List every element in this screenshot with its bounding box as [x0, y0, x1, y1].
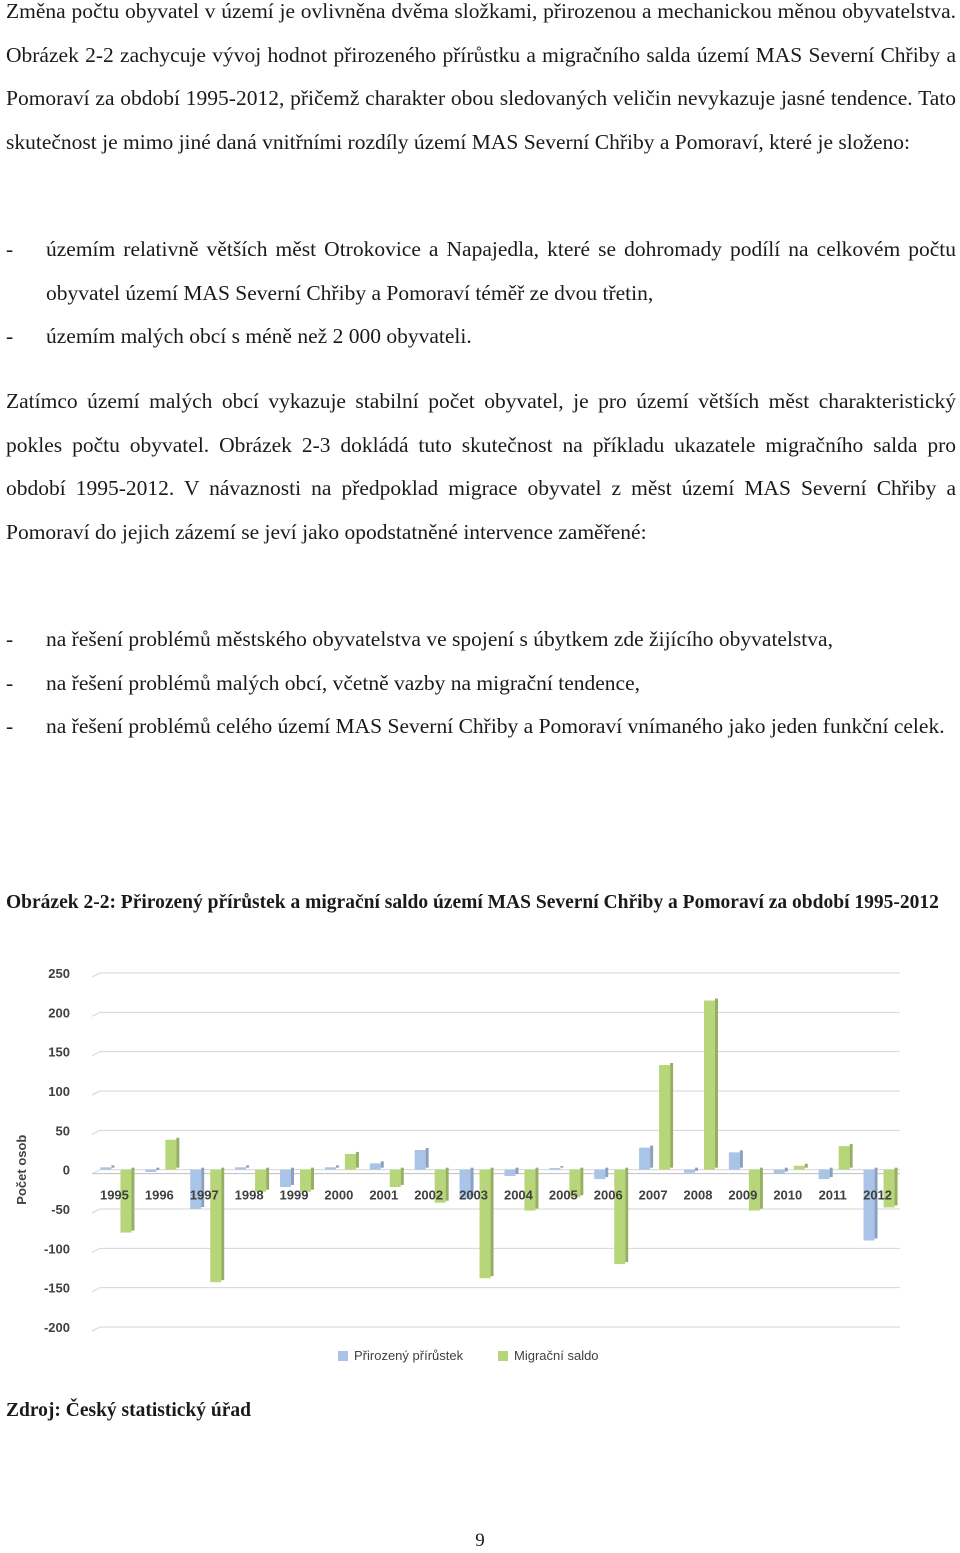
bar-side — [156, 1168, 159, 1170]
bar-natural-increase — [504, 1170, 515, 1176]
bar-side — [605, 1168, 608, 1177]
bar-side — [715, 999, 718, 1168]
bar-natural-increase — [370, 1163, 381, 1169]
y-axis-label: Počet osob — [14, 1134, 29, 1205]
y-tick-label: 50 — [55, 1123, 70, 1139]
bar-side — [830, 1168, 833, 1177]
legend-label: Přirozený přírůstek — [354, 1348, 464, 1363]
y-tick-label: -200 — [43, 1320, 70, 1335]
bar-side — [131, 1168, 134, 1231]
legend-swatch — [498, 1351, 508, 1361]
bar-migration-balance — [614, 1170, 625, 1264]
gridline — [92, 1012, 100, 1016]
figure-caption: Obrázek 2-2: Přirozený přírůstek a migrační saldo území MAS Severní Chřiby a Pomoraví za období 1995-2012 — [6, 892, 939, 913]
gridline — [92, 1248, 100, 1252]
bar-side — [805, 1164, 808, 1168]
x-tick-label: 1997 — [189, 1187, 219, 1203]
list-item — [6, 315, 956, 359]
x-tick-label: 1999 — [279, 1187, 309, 1203]
bar-side — [580, 1168, 583, 1196]
list-dash: - — [6, 627, 14, 651]
y-tick-label: 100 — [48, 1084, 70, 1099]
bar-natural-increase — [145, 1170, 156, 1172]
gridline — [92, 1091, 100, 1095]
bar-side — [336, 1165, 339, 1167]
gridline — [92, 1052, 100, 1056]
gridline — [92, 1170, 100, 1174]
x-tick-label: 2009 — [728, 1187, 758, 1203]
list-dash: - — [6, 670, 14, 695]
y-tick-label: -50 — [51, 1202, 70, 1217]
list-dash: - — [6, 714, 14, 738]
x-tick-label: 2008 — [683, 1187, 713, 1203]
bar-natural-increase — [415, 1150, 426, 1170]
list-item-text: územím relativně větších měst Otrokovice a Napajedla, které se dohromady podílí na celkovém počtu obyvatel území MAS Severní Chřiby a Pomoraví téměř ze dvou třetin, — [46, 237, 956, 305]
bar-side — [356, 1152, 359, 1168]
bar-migration-balance — [480, 1170, 491, 1279]
bar-side — [491, 1168, 494, 1277]
bar-side — [670, 1063, 673, 1168]
list-item-text: na řešení problémů celého území MAS Severní Chřiby a Pomoraví vnímaného jako jeden funkční celek. — [46, 714, 945, 738]
bar-natural-increase — [594, 1170, 605, 1179]
bar-natural-increase — [639, 1148, 650, 1170]
bar-side — [895, 1168, 898, 1206]
list-item — [6, 705, 956, 749]
bar-natural-increase — [729, 1152, 740, 1169]
y-tick-label: 200 — [48, 1005, 70, 1021]
list-dash: - — [6, 324, 14, 348]
list-item-text: územím malých obcí s méně než 2 000 obyvateli. — [46, 324, 472, 348]
bar-side — [535, 1168, 538, 1209]
list-item — [6, 662, 956, 706]
list-item — [6, 228, 956, 315]
bar-natural-increase — [774, 1170, 785, 1174]
x-tick-label: 2000 — [324, 1187, 354, 1203]
y-tick-label: 0 — [62, 1162, 70, 1178]
bar-side — [176, 1138, 179, 1168]
gridline — [92, 973, 100, 977]
x-tick-label: 2011 — [818, 1187, 847, 1203]
paragraph-interventions: Zatímco území malých obcí vykazuje stabilní počet obyvatel, je pro území větších měst charakteristický pokles počtu obyvatel. Obrázek 2-3 dokládá tuto skutečnost na příkladu ukazatele migračního salda pro období 1995-2012. V návaznosti na předpoklad migrace obyvatel z měst území MAS Severní Chřiby a Pomoraví do jejich zázemí se jeví jako opodstatněné intervence zaměřené: — [6, 389, 956, 544]
legend-label: Migrační saldo — [514, 1348, 599, 1363]
gridline — [92, 1209, 100, 1213]
x-tick-label: 2006 — [593, 1187, 623, 1203]
x-tick-label: 1998 — [234, 1187, 264, 1203]
list-item-text: na řešení problémů městského obyvatelstva ve spojení s úbytkem zde žijícího obyvatelstva, — [46, 627, 833, 651]
x-tick-label: 2002 — [414, 1187, 444, 1203]
source-note: Zdroj: Český statistický úřad — [6, 1400, 252, 1421]
bar-migration-balance — [210, 1170, 221, 1282]
population-chart — [0, 955, 960, 1385]
x-tick-label: 2012 — [863, 1187, 893, 1203]
bar-natural-increase — [325, 1167, 336, 1169]
y-tick-label: -100 — [43, 1241, 70, 1257]
list-territory-composition — [6, 228, 956, 359]
y-tick-label: -150 — [43, 1280, 70, 1296]
x-tick-label: 1995 — [99, 1187, 129, 1203]
bar-migration-balance — [839, 1146, 850, 1170]
bar-side — [111, 1165, 114, 1167]
bar-migration-balance — [794, 1166, 805, 1170]
bar-migration-balance — [345, 1154, 356, 1170]
list-item — [6, 618, 956, 662]
page-number: 9 — [475, 1530, 485, 1551]
bar-natural-increase — [280, 1170, 291, 1187]
x-tick-label: 1996 — [144, 1187, 174, 1203]
legend-swatch — [338, 1351, 348, 1361]
bar-side — [426, 1148, 429, 1168]
bar-side — [401, 1168, 404, 1185]
x-tick-label: 2010 — [773, 1187, 803, 1203]
gridline — [92, 1288, 100, 1292]
gridline — [92, 1327, 100, 1331]
y-tick-label: 250 — [48, 966, 70, 981]
list-dash: - — [6, 237, 14, 261]
x-tick-label: 2003 — [459, 1187, 489, 1203]
list-interventions — [6, 618, 956, 749]
bar-side — [740, 1150, 743, 1167]
x-tick-label: 2005 — [548, 1187, 578, 1203]
bar-side — [695, 1168, 698, 1171]
bar-side — [221, 1168, 224, 1280]
paragraph-population-change: Změna počtu obyvatel v území je ovlivněna dvěma složkami, přirozenou a mechanickou měnou obyvatelstva. Obrázek 2-2 zachycuje vývoj hodnot přirozeného přírůstku a migračního salda území MAS Severní Chřiby a Pomoraví za období 1995-2012, přičemž charakter obou sledovaných veličin nevykazuje jasné tendence. Tato skutečnost je mimo jiné daná vnitřními rozdíly území MAS Severní Chřiby a Pomoraví, které je složeno: — [6, 0, 956, 154]
bar-side — [266, 1168, 269, 1190]
bar-side — [785, 1168, 788, 1172]
bar-side — [560, 1166, 563, 1168]
bar-natural-increase — [100, 1167, 111, 1169]
bar-side — [625, 1168, 628, 1262]
bar-side — [246, 1165, 249, 1167]
bar-side — [850, 1144, 853, 1168]
gridline — [92, 1130, 100, 1134]
bar-side — [760, 1168, 763, 1209]
bar-natural-increase — [549, 1168, 560, 1170]
bar-side — [381, 1161, 384, 1167]
bar-migration-balance — [704, 1001, 715, 1170]
bar-migration-balance — [659, 1065, 670, 1170]
bar-migration-balance — [390, 1170, 401, 1187]
bar-side — [650, 1146, 653, 1168]
bar-natural-increase — [235, 1167, 246, 1169]
bar-side — [446, 1168, 449, 1201]
x-tick-label: 2004 — [503, 1187, 533, 1203]
bar-side — [515, 1168, 518, 1174]
bar-side — [875, 1168, 878, 1239]
y-tick-label: 150 — [48, 1044, 70, 1060]
bar-natural-increase — [864, 1170, 875, 1241]
bar-natural-increase — [684, 1170, 695, 1173]
bar-side — [311, 1168, 314, 1190]
list-item-text: na řešení problémů malých obcí, včetně vazby na migrační tendence, — [46, 670, 640, 695]
bar-side — [291, 1168, 294, 1185]
bar-natural-increase — [819, 1170, 830, 1179]
bar-migration-balance — [165, 1140, 176, 1170]
x-tick-label: 2007 — [638, 1187, 668, 1203]
x-tick-label: 2001 — [369, 1187, 399, 1203]
